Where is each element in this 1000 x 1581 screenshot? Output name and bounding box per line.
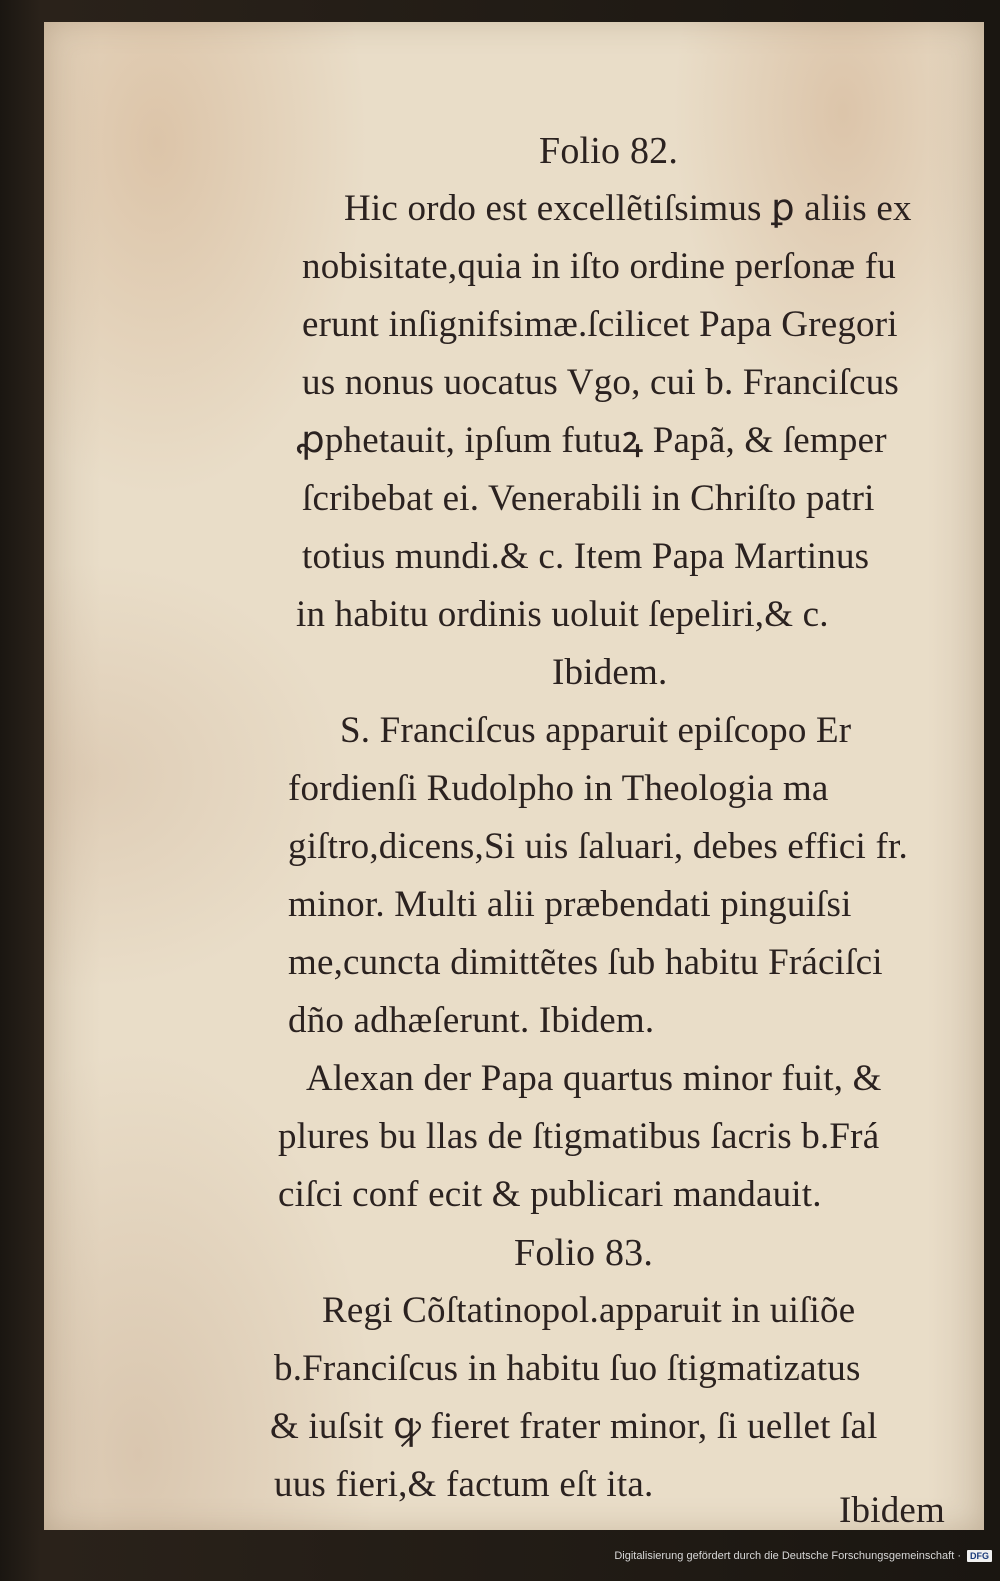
- text-line: Hic ordo est excellẽtiſsimus ꝑ aliis ex: [344, 188, 912, 229]
- text-line: ſcribebat ei. Venerabili in Chriſto patri: [302, 478, 875, 519]
- text-line: minor. Multi alii præbendati pinguiſsi: [288, 884, 852, 925]
- text-line: nobisitate,quia in iſto ordine perſonæ fu: [302, 246, 896, 287]
- text-line: ꝓphetauit, ipſum futuꝝ Papã, & ſemper: [296, 420, 887, 461]
- text-line: uus fieri,& factum eſt ita.: [274, 1464, 654, 1505]
- text-line: b.Franciſcus in habitu ſuo ſtigmatizatus: [274, 1348, 861, 1389]
- text-line: totius mundi.& c. Item Papa Martinus: [302, 536, 870, 577]
- text-line: erunt inſignifsimæ.ſcilicet Papa Gregori: [302, 304, 898, 345]
- dfg-logo: DFG: [967, 1550, 992, 1562]
- book-page: [44, 22, 984, 1530]
- text-line: in habitu ordinis uoluit ſepeliri,& c.: [296, 594, 829, 635]
- text-line: Alexan der Papa quartus minor fuit, &: [306, 1058, 882, 1099]
- funding-notice: Digitalisierung gefördert durch die Deutsche Forschungsgemeinschaft ·: [614, 1549, 961, 1562]
- text-line: giſtro,dicens,Si uis ſaluari, debes effici fr.: [288, 826, 908, 867]
- text-line: us nonus uocatus Vgo, cui b. Franciſcus: [302, 362, 899, 403]
- folio-heading: Folio 82.: [539, 130, 679, 172]
- ibidem-line: Ibidem: [839, 1490, 946, 1531]
- text-line: me,cuncta dimittẽtes ſub habitu Fráciſci: [288, 942, 883, 983]
- folio-heading: Folio 83.: [514, 1232, 654, 1274]
- text-line: & iuſsit ꝙ fieret frater minor, ſi uellet ſal: [270, 1406, 878, 1447]
- text-line: ciſci conf ecit & publicari mandauit.: [278, 1174, 822, 1215]
- ibidem-line: Ibidem.: [552, 652, 668, 693]
- text-line: fordienſi Rudolpho in Theologia ma: [288, 768, 829, 809]
- text-line: S. Franciſcus apparuit epiſcopo Er: [340, 710, 852, 751]
- text-line: Regi Cõſtatinopol.apparuit in uiſiõe: [322, 1290, 856, 1331]
- text-line: plures bu llas de ſtigmatibus ſacris b.Frá: [278, 1116, 880, 1157]
- text-line: dño adhæſerunt. Ibidem.: [288, 1000, 655, 1041]
- footer: [0, 1530, 1000, 1581]
